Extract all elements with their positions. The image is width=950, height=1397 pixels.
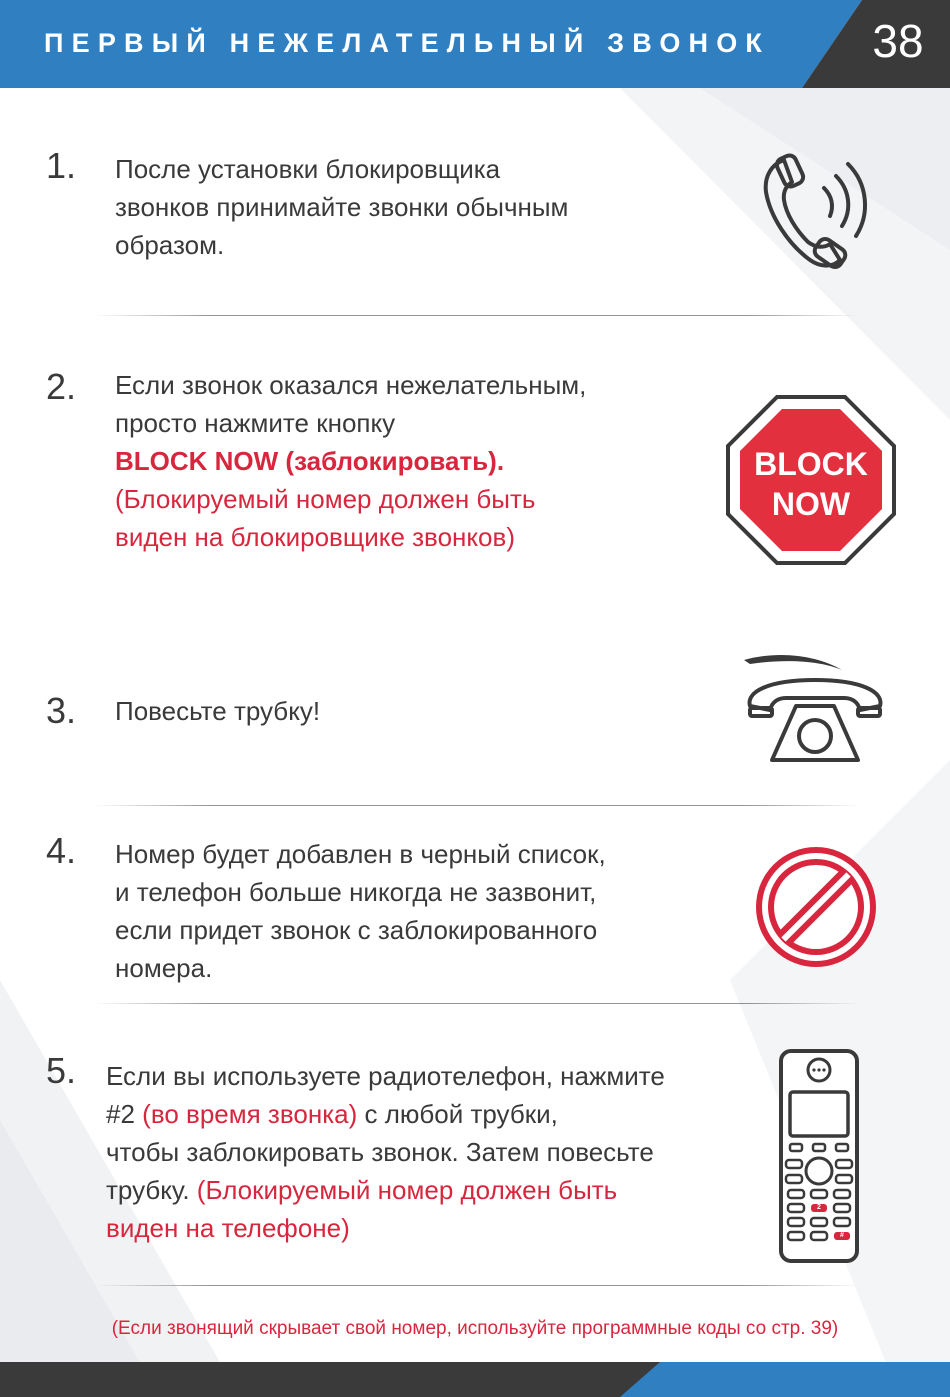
step-1-line: После установки блокировщика (115, 154, 501, 184)
stop-sign-text: BLOCK (754, 446, 868, 482)
during-call-note: (во время звонка) (142, 1099, 358, 1129)
ringing-phone-icon (758, 152, 874, 272)
step-4-number: 4. (46, 830, 77, 871)
key-2-label: 2 (817, 1204, 821, 1211)
divider (95, 805, 860, 806)
step-4-line: Номер будет добавлен в черный список, (115, 839, 606, 869)
step-5-text (106, 1057, 665, 1247)
block-now-stop-sign-icon (725, 394, 897, 566)
footer-bar (0, 1362, 950, 1397)
key-hash-label: # (840, 1232, 844, 1239)
page-title: ПЕРВЫЙ НЕЖЕЛАТЕЛЬНЫЙ ЗВОНОК (44, 28, 771, 58)
step-2-text (115, 366, 586, 556)
step-2-note-line: виден на блокировщике звонков) (115, 522, 515, 552)
footer-note: (Если звонящий скрывает свой номер, используйте программные коды со стр. 39) (111, 1318, 839, 1339)
step-5-line: #2 (во время звонка) с любой трубки, (106, 1099, 558, 1129)
step-2-note-line: (Блокируемый номер должен быть (115, 484, 536, 514)
step-5-line: Если вы используете радиотелефон, нажмите (106, 1061, 665, 1091)
step-1-line: образом. (115, 230, 225, 260)
step-3-text: Повесьте трубку! (115, 696, 321, 726)
step-5-number: 5. (46, 1050, 77, 1091)
block-now-instruction: BLOCK NOW (заблокировать). (115, 446, 505, 476)
prohibited-sign-icon (752, 843, 880, 971)
page-number: 38 (872, 15, 924, 67)
stop-sign-text: NOW (771, 486, 851, 522)
step-5-line: чтобы заблокировать звонок. Затем повесьте (106, 1137, 654, 1167)
step-2-line: просто нажмите кнопку (115, 408, 396, 438)
step-3-number: 3. (46, 690, 77, 731)
step-5-note: (Блокируемый номер должен быть (196, 1175, 618, 1205)
step-1-number: 1. (46, 145, 77, 186)
divider (95, 1285, 860, 1286)
step-2-line: Если звонок оказался нежелательным, (115, 370, 587, 400)
cordless-handset-icon (778, 1048, 860, 1264)
step-5-line: трубку. (Блокируемый номер должен быть (106, 1175, 618, 1205)
step-1-text (115, 150, 568, 264)
hang-up-telephone-icon (740, 650, 890, 768)
divider (95, 315, 860, 316)
step-4-text (115, 835, 606, 987)
step-1-line: звонков принимайте звонки обычным (115, 192, 569, 222)
step-4-line: номера. (115, 953, 213, 983)
step-5-note: виден на телефоне) (106, 1213, 350, 1243)
step-2-number: 2. (46, 366, 77, 407)
divider (95, 1003, 860, 1004)
step-4-line: и телефон больше никогда не зазвонит, (115, 877, 597, 907)
step-4-line: если придет звонок с заблокированного (115, 915, 598, 945)
page-header (0, 0, 950, 88)
